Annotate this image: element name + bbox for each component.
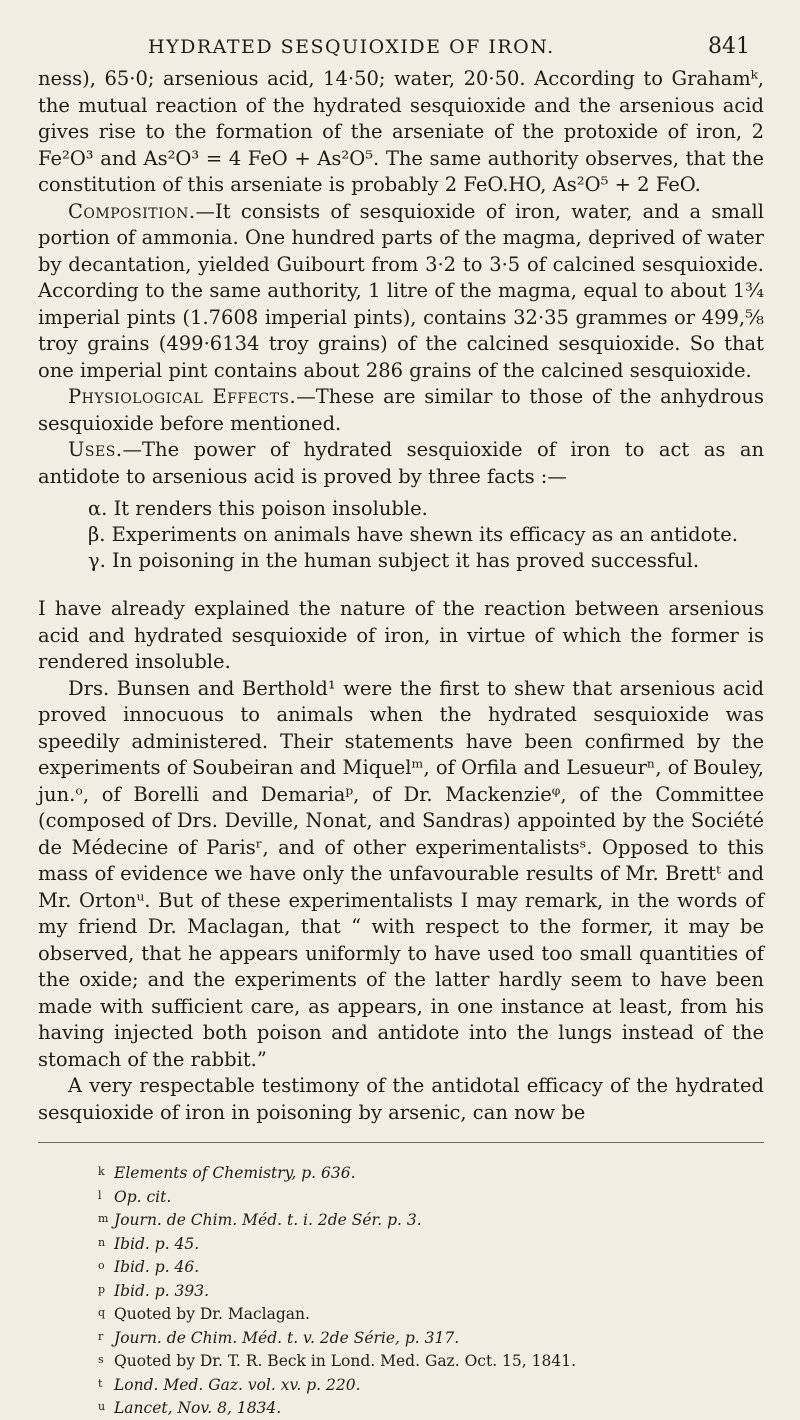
footnote-mark: q	[98, 1306, 106, 1319]
footnote	[98, 1232, 764, 1256]
footnote-mark: l	[98, 1188, 102, 1202]
footnote	[98, 1302, 764, 1326]
footnote-text: Ibid. p. 393.	[114, 1281, 210, 1300]
paragraph-physiological-effects	[38, 384, 764, 437]
footnote-mark: s	[98, 1353, 104, 1366]
footnote-text: Elements of Chemistry, p. 636.	[114, 1164, 356, 1182]
uses-text: —The power of hydrated sesquioxide of iron to act as an antidote to arsenious acid is proved by three facts :—	[38, 438, 764, 488]
page-number: 841	[708, 34, 750, 59]
footnote	[98, 1349, 764, 1373]
footnote-text: Journ. de Chim. Méd. t. i. 2de Sér. p. 3.	[114, 1211, 422, 1229]
footnote-text: Ibid. p. 45.	[114, 1234, 200, 1253]
footnote	[98, 1373, 764, 1397]
footnote	[98, 1396, 764, 1420]
footnote	[98, 1161, 764, 1185]
footnote-divider	[38, 1142, 764, 1143]
footnote-mark: p	[98, 1282, 106, 1296]
footnote-mark: k	[98, 1165, 105, 1178]
footnote-text: Op. cit.	[114, 1187, 172, 1206]
running-header	[38, 30, 764, 66]
footnote-text: Quoted by Dr. T. R. Beck in Lond. Med. Gaz. Oct. 15, 1841.	[114, 1352, 577, 1370]
paragraph-uses	[38, 437, 764, 490]
paragraph-testimony: A very respectable testimony of the antidotal efficacy of the hydrated sesquioxide of iron in poisoning by arsenic, can now be	[38, 1074, 764, 1124]
footnote-mark: n	[98, 1235, 106, 1249]
paragraph-reaction: I have already explained the nature of the reaction between arsenious acid and hydrated sesquioxide of iron, in virtue of which the former is rendered insoluble.	[38, 597, 764, 673]
section-heading-composition: Composition.	[68, 199, 196, 223]
physiological-effects-text: —These are similar to those of the anhydrous sesquioxide before mentioned.	[38, 385, 764, 435]
running-title: HYDRATED SESQUIOXIDE OF IRON.	[148, 36, 555, 58]
footnote-text: Lond. Med. Gaz. vol. xv. p. 220.	[114, 1375, 361, 1394]
list-item: γ. In poisoning in the human subject it has proved successful.	[88, 549, 700, 572]
footnote-text: Quoted by Dr. Maclagan.	[114, 1305, 310, 1323]
footnote-mark: m	[98, 1212, 109, 1225]
section-heading-physiological-effects: Physiological Effects.	[68, 385, 297, 408]
footnote	[98, 1326, 764, 1350]
footnote-mark: r	[98, 1329, 104, 1343]
list-item: α. It renders this poison insoluble.	[88, 497, 428, 520]
footnote-text: Ibid. p. 46.	[114, 1258, 200, 1276]
footnote	[98, 1185, 764, 1209]
footnote-mark: u	[98, 1400, 106, 1413]
section-heading-uses: Uses.	[68, 438, 123, 461]
paragraph-continuation: ness), 65·0; arsenious acid, 14·50; water, 20·50. According to Grahamᵏ, the mutual reaction of the hydrated sesquioxide and the arsenious acid gives rise to the formation of the arseniate of the protoxide of iron, 2 Fe²O³ and As²O³ = 4 FeO + As²O⁵. The same authority observes, that the constitution of this arseniate is probably 2 FeO.HO, As²O⁵ + 2 FeO.	[38, 67, 764, 196]
paragraph-experiments: Drs. Bunsen and Berthold¹ were the first to shew that arsenious acid proved innocuous to animals when the hydrated sesquioxide was speedily administered. Their statements have been confirmed by the experiments of Soubeiran and Miquelᵐ, of Orfila and Lesueurⁿ, of Bouley, jun.ᵒ, of Borelli and Demariaᵖ, of Dr. Mackenzieᵠ, of the Committee (composed of Drs. Deville, Nonat, and Sandras) appointed by the Société de Médecine of Parisʳ, and of other experimentalistsˢ. Opposed to this mass of evidence we have only the unfavourable results of Mr. Brettᵗ and Mr. Ortonᵘ. But of these experimentalists I may remark, in the words of my friend Dr. Maclagan, that “ with respect to the former, it may be observed, that he appears uniformly to have used too small quantities of the oxide; and the experiments of the latter hardly seem to have been made with sufficient care, as appears, in one instance at least, from his having injected both poison and antidote into the lungs instead of the stomach of the rabbit.”	[38, 676, 764, 1071]
paragraph-composition	[38, 199, 764, 385]
footnote-mark: o	[98, 1259, 105, 1272]
footnote	[98, 1255, 764, 1279]
composition-text: —It consists of sesquioxide of iron, water, and a small portion of ammonia. One hundred parts of the magma, deprived of water by decantation, yielded Guibourt from 3·2 to 3·5 of calcined sesquioxide. According to the same authority, 1 litre of the magma, equal to about 1¾ imperial pints (1.7608 imperial pints), contains 32·35 grammes or 499,⁵⁄₈ troy grains (499·6134 troy grains) of the calcined sesquioxide. So that one imperial pint contains about 286 grains of the calcined sesquioxide.	[38, 199, 764, 382]
list-item: β. Experiments on animals have shewn its efficacy as an antidote.	[88, 523, 738, 546]
footnote	[98, 1279, 764, 1303]
footnotes	[38, 1161, 764, 1420]
facts-list	[38, 496, 764, 574]
footnote-mark: t	[98, 1376, 103, 1390]
footnote-text: Lancet, Nov. 8, 1834.	[114, 1399, 282, 1417]
footnote	[98, 1208, 764, 1232]
footnote-text: Journ. de Chim. Méd. t. v. 2de Série, p. 317.	[114, 1328, 460, 1347]
